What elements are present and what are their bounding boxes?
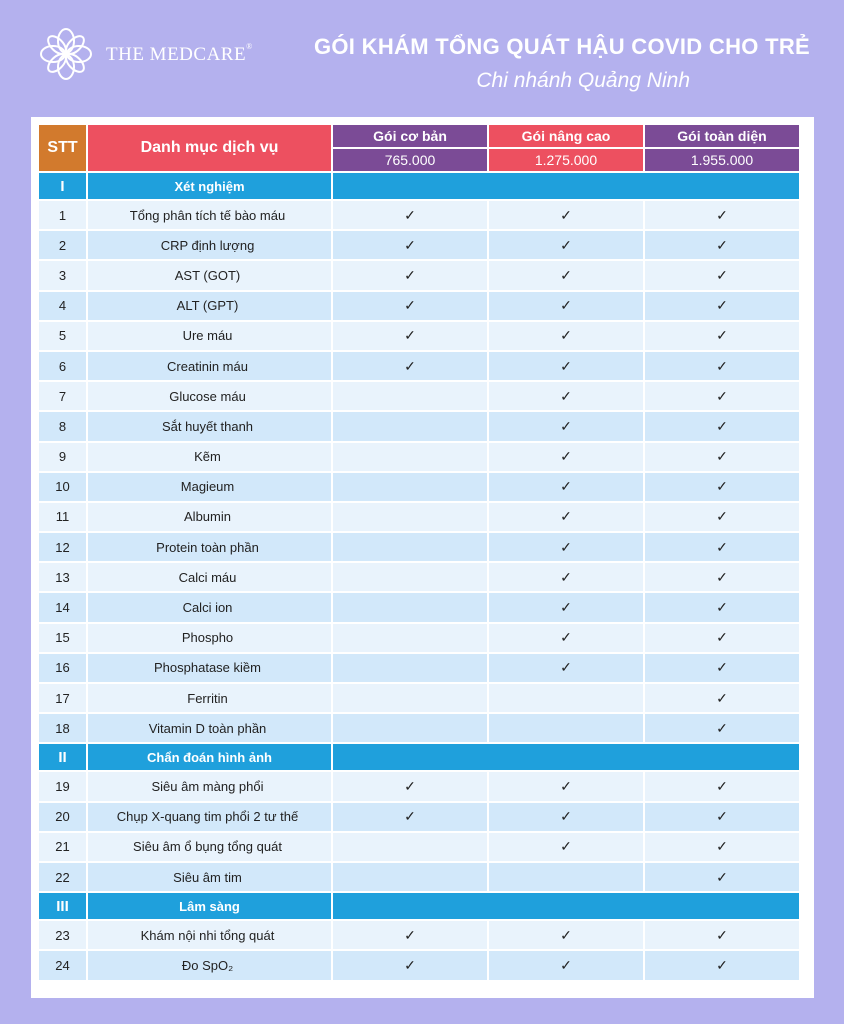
- row-service-name: Đo SpO₂: [88, 951, 331, 979]
- package-cell: [645, 951, 799, 979]
- package-cell: [333, 261, 487, 289]
- row-stt: 18: [39, 714, 86, 742]
- table-row: [39, 921, 799, 949]
- check-icon: ✓: [404, 327, 416, 344]
- package-cell: [333, 863, 487, 891]
- row-stt: 11: [39, 503, 86, 531]
- section-title: Chẩn đoán hình ảnh: [88, 744, 331, 770]
- package-cell: [333, 803, 487, 831]
- package-cell: [645, 322, 799, 350]
- package-cell: [333, 201, 487, 229]
- table-row: [39, 533, 799, 561]
- package-cell: [489, 563, 643, 591]
- header-package-full: Gói toàn diện: [645, 125, 799, 147]
- check-icon: ✓: [716, 868, 728, 885]
- row-service-name: Protein toàn phần: [88, 533, 331, 561]
- row-service-name: Phospho: [88, 624, 331, 652]
- package-cell: [489, 473, 643, 501]
- table-row: [39, 833, 799, 861]
- table-row: [39, 863, 799, 891]
- check-icon: ✓: [560, 956, 572, 973]
- table-row: [39, 322, 799, 350]
- check-icon: ✓: [404, 297, 416, 314]
- package-cell: [489, 684, 643, 712]
- row-stt: 22: [39, 863, 86, 891]
- check-icon: ✓: [560, 327, 572, 344]
- check-icon: ✓: [404, 956, 416, 973]
- check-icon: ✓: [404, 808, 416, 825]
- package-cell: [489, 382, 643, 410]
- check-icon: ✓: [560, 266, 572, 283]
- package-cell: [333, 322, 487, 350]
- table-row: [39, 772, 799, 800]
- package-cell: [489, 352, 643, 380]
- package-cell: [645, 921, 799, 949]
- table-row: [39, 443, 799, 471]
- package-cell: [489, 654, 643, 682]
- package-cell: [333, 292, 487, 320]
- package-cell: [333, 473, 487, 501]
- row-service-name: Phosphatase kiềm: [88, 654, 331, 682]
- check-icon: ✓: [716, 568, 728, 585]
- package-cell: [645, 352, 799, 380]
- check-icon: ✓: [716, 508, 728, 525]
- row-stt: 15: [39, 624, 86, 652]
- check-icon: ✓: [716, 327, 728, 344]
- package-cell: [645, 803, 799, 831]
- check-icon: ✓: [716, 297, 728, 314]
- check-icon: ✓: [716, 266, 728, 283]
- package-cell: [489, 533, 643, 561]
- check-icon: ✓: [716, 478, 728, 495]
- package-cell: [333, 654, 487, 682]
- header-stt: STT: [39, 125, 86, 171]
- row-service-name: Sắt huyết thanh: [88, 412, 331, 440]
- row-service-name: Ferritin: [88, 684, 331, 712]
- package-cell: [333, 772, 487, 800]
- package-cell: [489, 772, 643, 800]
- row-service-name: Kẽm: [88, 443, 331, 471]
- row-service-name: Glucose máu: [88, 382, 331, 410]
- check-icon: ✓: [716, 719, 728, 736]
- price-full: 1.955.000: [645, 149, 799, 171]
- package-cell: [645, 412, 799, 440]
- section-spacer: [333, 744, 799, 770]
- row-stt: 17: [39, 684, 86, 712]
- row-stt: 21: [39, 833, 86, 861]
- table-row: [39, 624, 799, 652]
- check-icon: ✓: [560, 926, 572, 943]
- section-number: III: [39, 893, 86, 919]
- check-icon: ✓: [560, 387, 572, 404]
- lotus-logo-icon: [38, 26, 94, 82]
- check-icon: ✓: [716, 417, 728, 434]
- row-stt: 10: [39, 473, 86, 501]
- price-advanced: 1.275.000: [489, 149, 643, 171]
- check-icon: ✓: [404, 206, 416, 223]
- check-icon: ✓: [716, 599, 728, 616]
- check-icon: ✓: [716, 629, 728, 646]
- brand-name: THE MEDCARE®: [106, 42, 253, 65]
- check-icon: ✓: [716, 206, 728, 223]
- check-icon: ✓: [716, 689, 728, 706]
- check-icon: ✓: [560, 629, 572, 646]
- row-stt: 24: [39, 951, 86, 979]
- row-service-name: Creatinin máu: [88, 352, 331, 380]
- package-cell: [333, 352, 487, 380]
- table-row: [39, 292, 799, 320]
- package-cell: [333, 412, 487, 440]
- check-icon: ✓: [560, 448, 572, 465]
- row-stt: 5: [39, 322, 86, 350]
- check-icon: ✓: [560, 357, 572, 374]
- table-row: [39, 684, 799, 712]
- check-icon: ✓: [716, 538, 728, 555]
- package-cell: [489, 412, 643, 440]
- row-service-name: Siêu âm màng phổi: [88, 772, 331, 800]
- package-cell: [333, 231, 487, 259]
- section-header: [39, 173, 799, 199]
- check-icon: ✓: [560, 206, 572, 223]
- package-cell: [645, 382, 799, 410]
- row-service-name: Calci máu: [88, 563, 331, 591]
- header-package-advanced: Gói nâng cao: [489, 125, 643, 147]
- row-stt: 4: [39, 292, 86, 320]
- package-cell: [489, 503, 643, 531]
- table-row: [39, 714, 799, 742]
- check-icon: ✓: [716, 357, 728, 374]
- row-service-name: Ure máu: [88, 322, 331, 350]
- package-cell: [333, 382, 487, 410]
- page-title: GÓI KHÁM TỔNG QUÁT HẬU COVID CHO TRẺ: [313, 34, 810, 59]
- service-table: [37, 123, 801, 982]
- package-cell: [645, 443, 799, 471]
- table-row: [39, 593, 799, 621]
- package-cell: [489, 714, 643, 742]
- package-cell: [645, 833, 799, 861]
- header-package-basic: Gói cơ bản: [333, 125, 487, 147]
- row-service-name: Albumin: [88, 503, 331, 531]
- row-service-name: Chụp X-quang tim phổi 2 tư thế: [88, 803, 331, 831]
- check-icon: ✓: [560, 508, 572, 525]
- row-stt: 20: [39, 803, 86, 831]
- package-cell: [333, 624, 487, 652]
- package-cell: [489, 803, 643, 831]
- package-cell: [645, 292, 799, 320]
- section-spacer: [333, 173, 799, 199]
- check-icon: ✓: [560, 236, 572, 253]
- row-service-name: CRP định lượng: [88, 231, 331, 259]
- section-title: Lâm sàng: [88, 893, 331, 919]
- package-cell: [489, 951, 643, 979]
- package-cell: [645, 261, 799, 289]
- table-row: [39, 382, 799, 410]
- package-cell: [489, 921, 643, 949]
- check-icon: ✓: [716, 448, 728, 465]
- page-header: [314, 34, 810, 93]
- package-cell: [333, 684, 487, 712]
- section-header: [39, 893, 799, 919]
- section-number: II: [39, 744, 86, 770]
- package-cell: [645, 593, 799, 621]
- table-row: [39, 412, 799, 440]
- table-row: [39, 261, 799, 289]
- row-service-name: Calci ion: [88, 593, 331, 621]
- check-icon: ✓: [716, 659, 728, 676]
- package-cell: [333, 563, 487, 591]
- row-stt: 8: [39, 412, 86, 440]
- check-icon: ✓: [560, 808, 572, 825]
- package-cell: [645, 503, 799, 531]
- check-icon: ✓: [560, 599, 572, 616]
- row-service-name: Vitamin D toàn phần: [88, 714, 331, 742]
- check-icon: ✓: [560, 478, 572, 495]
- header-service-name: Danh mục dịch vụ: [88, 125, 331, 171]
- package-cell: [333, 593, 487, 621]
- package-cell: [645, 563, 799, 591]
- row-service-name: Siêu âm ổ bụng tổng quát: [88, 833, 331, 861]
- row-stt: 3: [39, 261, 86, 289]
- package-cell: [489, 863, 643, 891]
- table-row: [39, 803, 799, 831]
- row-stt: 14: [39, 593, 86, 621]
- check-icon: ✓: [716, 926, 728, 943]
- row-stt: 9: [39, 443, 86, 471]
- row-service-name: ALT (GPT): [88, 292, 331, 320]
- package-cell: [333, 921, 487, 949]
- package-cell: [645, 533, 799, 561]
- table-row: [39, 563, 799, 591]
- check-icon: ✓: [560, 538, 572, 555]
- package-cell: [489, 624, 643, 652]
- row-stt: 1: [39, 201, 86, 229]
- package-cell: [333, 533, 487, 561]
- row-service-name: Siêu âm tim: [88, 863, 331, 891]
- package-cell: [333, 714, 487, 742]
- table-row: [39, 231, 799, 259]
- row-stt: 19: [39, 772, 86, 800]
- row-stt: 6: [39, 352, 86, 380]
- check-icon: ✓: [560, 297, 572, 314]
- package-cell: [645, 201, 799, 229]
- package-cell: [489, 292, 643, 320]
- package-cell: [645, 624, 799, 652]
- check-icon: ✓: [716, 236, 728, 253]
- brand-logo: [38, 26, 253, 82]
- row-stt: 16: [39, 654, 86, 682]
- price-table-card: [31, 117, 814, 998]
- table-row: [39, 201, 799, 229]
- check-icon: ✓: [404, 266, 416, 283]
- table-row: [39, 473, 799, 501]
- check-icon: ✓: [716, 387, 728, 404]
- table-row: [39, 951, 799, 979]
- package-cell: [645, 772, 799, 800]
- check-icon: ✓: [404, 777, 416, 794]
- check-icon: ✓: [404, 236, 416, 253]
- check-icon: ✓: [716, 838, 728, 855]
- package-cell: [489, 833, 643, 861]
- package-cell: [645, 684, 799, 712]
- row-service-name: Tổng phân tích tế bào máu: [88, 201, 331, 229]
- package-cell: [645, 231, 799, 259]
- row-service-name: Khám nội nhi tổng quát: [88, 921, 331, 949]
- check-icon: ✓: [716, 956, 728, 973]
- package-cell: [333, 503, 487, 531]
- table-row: [39, 352, 799, 380]
- section-header: [39, 744, 799, 770]
- check-icon: ✓: [560, 417, 572, 434]
- package-cell: [489, 231, 643, 259]
- row-service-name: Magieum: [88, 473, 331, 501]
- page-subtitle: Chi nhánh Quảng Ninh: [476, 69, 690, 92]
- row-stt: 7: [39, 382, 86, 410]
- package-cell: [489, 261, 643, 289]
- package-cell: [489, 201, 643, 229]
- package-cell: [489, 593, 643, 621]
- package-cell: [645, 473, 799, 501]
- row-stt: 13: [39, 563, 86, 591]
- row-stt: 2: [39, 231, 86, 259]
- package-cell: [333, 443, 487, 471]
- check-icon: ✓: [560, 659, 572, 676]
- table-row: [39, 503, 799, 531]
- section-title: Xét nghiệm: [88, 173, 331, 199]
- check-icon: ✓: [560, 838, 572, 855]
- row-service-name: AST (GOT): [88, 261, 331, 289]
- row-stt: 12: [39, 533, 86, 561]
- package-cell: [489, 322, 643, 350]
- check-icon: ✓: [404, 926, 416, 943]
- row-stt: 23: [39, 921, 86, 949]
- check-icon: ✓: [404, 357, 416, 374]
- check-icon: ✓: [560, 568, 572, 585]
- check-icon: ✓: [716, 777, 728, 794]
- section-spacer: [333, 893, 799, 919]
- package-cell: [333, 951, 487, 979]
- package-cell: [333, 833, 487, 861]
- package-cell: [645, 714, 799, 742]
- package-cell: [489, 443, 643, 471]
- section-number: I: [39, 173, 86, 199]
- table-row: [39, 654, 799, 682]
- package-cell: [645, 654, 799, 682]
- package-cell: [645, 863, 799, 891]
- check-icon: ✓: [560, 777, 572, 794]
- price-basic: 765.000: [333, 149, 487, 171]
- check-icon: ✓: [716, 808, 728, 825]
